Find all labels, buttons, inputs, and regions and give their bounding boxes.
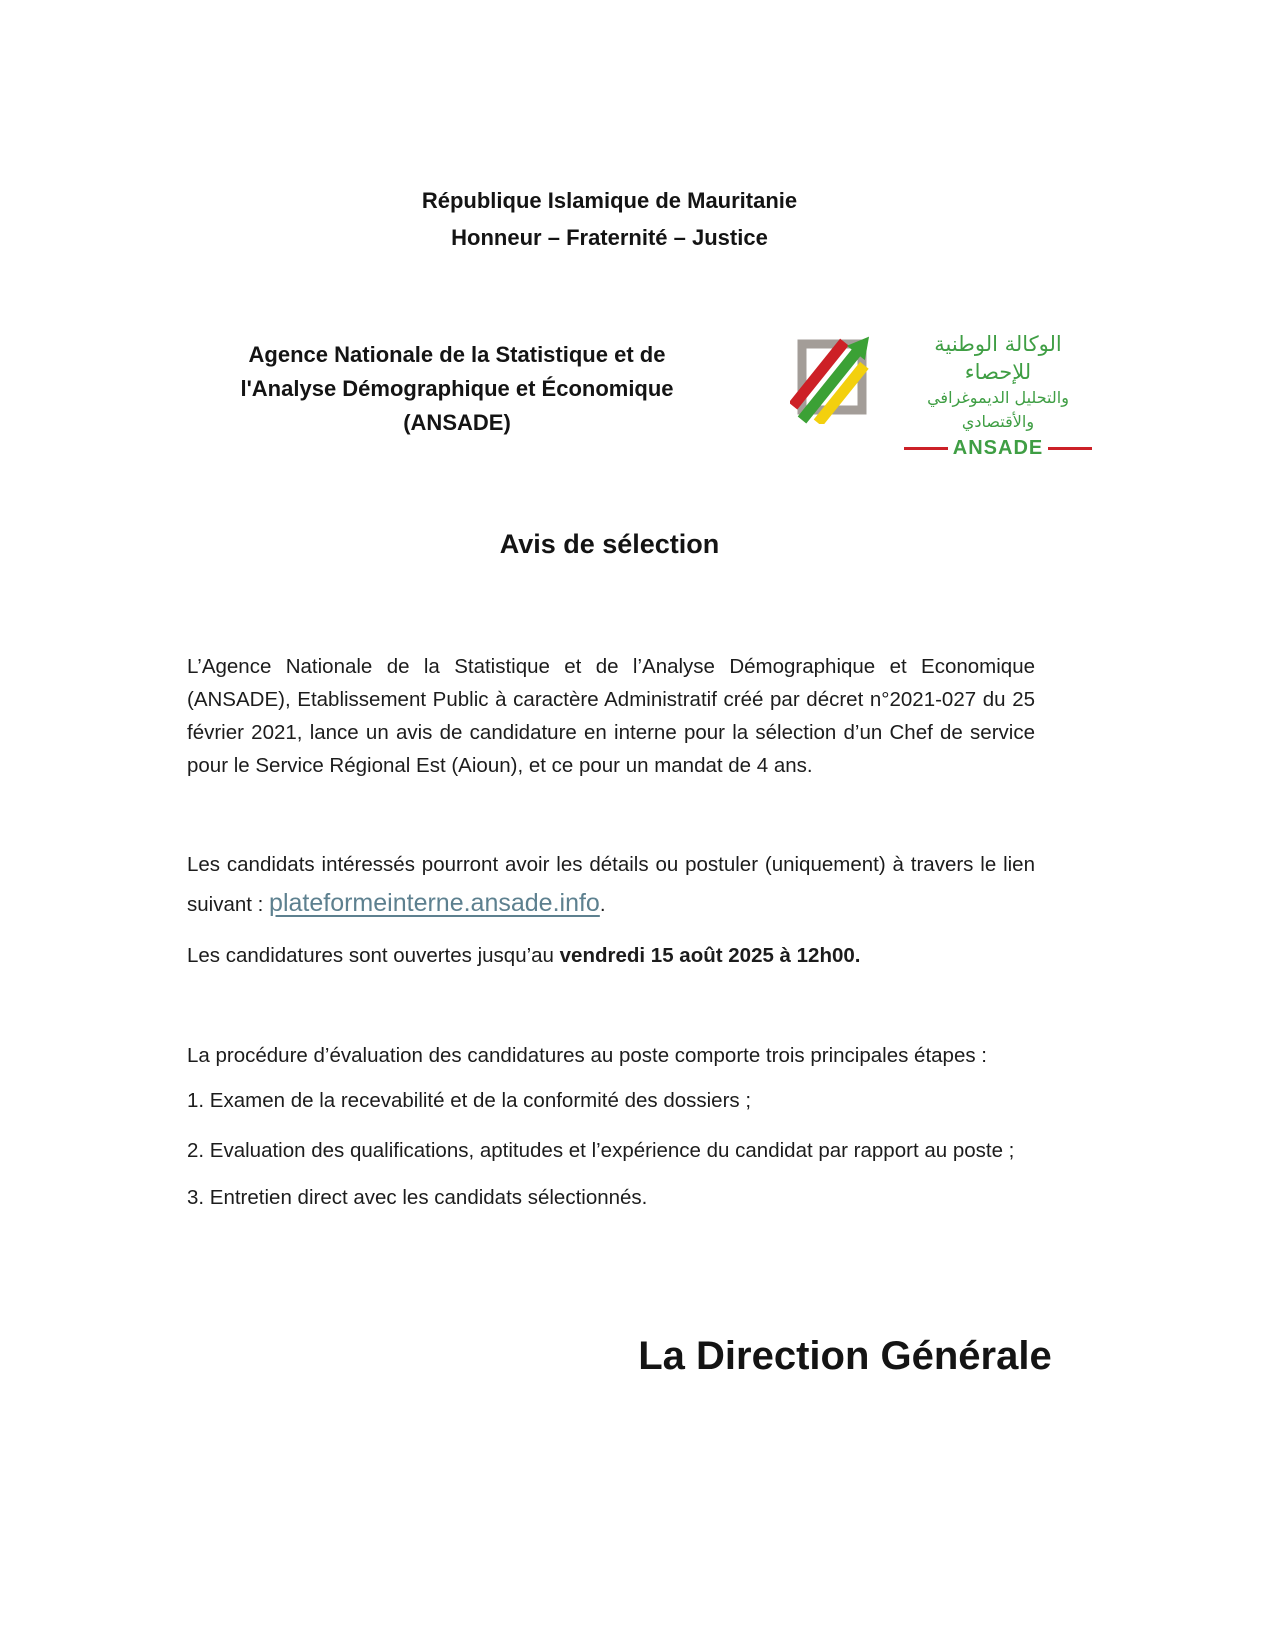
ansade-logo bbox=[790, 322, 1092, 460]
agency-acronym: (ANSADE) bbox=[403, 410, 511, 435]
apply-link-prefix: suivant : bbox=[187, 893, 270, 916]
country-title: République Islamique de Mauritanie bbox=[421, 188, 798, 213]
intro-line-4: pour le Service Régional Est (Aioun), et ce pour un mandat de 4 ans. bbox=[187, 754, 813, 777]
deadline-date: vendredi 15 août 2025 à 12h00. bbox=[559, 944, 861, 967]
ansade-logo-text bbox=[904, 330, 1092, 460]
national-header bbox=[187, 182, 1032, 256]
ansade-acronym-label: ANSADE bbox=[952, 437, 1044, 459]
procedure-step-2: 2. Evaluation des qualifications, aptitudes et l’expérience du candidat par rapport au poste ; bbox=[187, 1139, 1015, 1162]
logo-arabic-line1: الوكالة الوطنية للإحصاء bbox=[934, 332, 1062, 384]
logo-ansade-row bbox=[904, 437, 1092, 460]
document-title: Avis de sélection bbox=[499, 529, 720, 559]
apply-line-2 bbox=[187, 881, 1035, 927]
national-motto: Honneur – Fraternité – Justice bbox=[451, 225, 768, 250]
deadline-paragraph bbox=[187, 939, 1035, 972]
procedure-step-3: 3. Entretien direct avec les candidats sélectionnés. bbox=[187, 1186, 648, 1209]
apply-link-suffix: . bbox=[599, 893, 606, 916]
signature-direction-generale: La Direction Générale bbox=[638, 1334, 1052, 1378]
ansade-logo-graphic-icon bbox=[790, 322, 902, 429]
intro-paragraph bbox=[187, 650, 1035, 782]
intro-line-3: février 2021, lance un avis de candidature en interne pour la sélection d’un Chef de service bbox=[187, 721, 1035, 744]
procedure-intro: La procédure d’évaluation des candidatures au poste comporte trois principales étapes : bbox=[187, 1044, 987, 1067]
procedure-step-1: 1. Examen de la recevabilité et de la conformité des dossiers ; bbox=[187, 1089, 752, 1112]
apply-paragraph bbox=[187, 848, 1035, 927]
agency-name-block bbox=[187, 338, 727, 440]
deadline-text: Les candidatures sont ouvertes jusqu’au bbox=[187, 944, 560, 967]
intro-line-1: L’Agence Nationale de la Statistique et de l’Analyse Démographique et Economique bbox=[187, 655, 1035, 678]
agency-name-line2: l'Analyse Démographique et Économique bbox=[240, 376, 674, 401]
ansade-rule-left bbox=[904, 447, 948, 450]
logo-arabic-line2: والتحليل الديموغرافي والأقتصادي bbox=[927, 388, 1069, 431]
ansade-rule-right bbox=[1048, 447, 1092, 450]
intro-line-2: (ANSADE), Etablissement Public à caractère Administratif créé par décret n°2021-027 du 25 bbox=[187, 688, 1035, 711]
application-platform-link[interactable]: plateformeinterne.ansade.info bbox=[269, 889, 600, 917]
apply-line-1: Les candidats intéressés pourront avoir les détails ou postuler (uniquement) à travers le lien bbox=[187, 853, 1035, 876]
agency-name-line1: Agence Nationale de la Statistique et de bbox=[248, 342, 666, 367]
